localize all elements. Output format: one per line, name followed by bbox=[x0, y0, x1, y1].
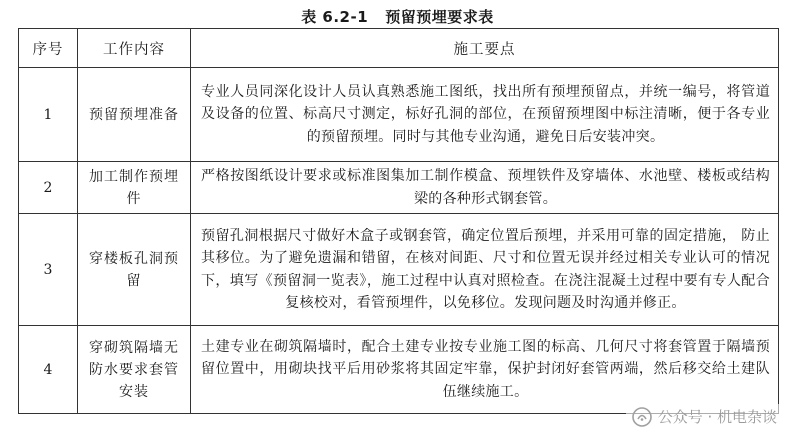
row-construction-points: 专业人员同深化设计人员认真熟悉施工图纸，找出所有预埋预留点，并统一编号，将管道及设备的位置、标高尺寸测定，标好孔洞的部位，在预留预埋图中标注清晰，便于各专业的预留预埋。同时与其他专业沟通，避免日后安装冲突。 bbox=[191, 68, 779, 162]
row-construction-points: 严格按图纸设计要求或标准图集加工制作模盒、预埋铁件及穿墙体、水池壁、楼板或结构梁的各种形式钢套管。 bbox=[191, 162, 779, 214]
header-serial-number: 序号 bbox=[19, 29, 78, 68]
construction-requirements-table bbox=[18, 28, 779, 414]
row-number: 2 bbox=[19, 162, 78, 214]
watermark bbox=[626, 404, 783, 429]
header-work-content: 工作内容 bbox=[78, 29, 191, 68]
header-construction-points: 施工要点 bbox=[191, 29, 779, 68]
row-work-content: 加工制作预埋件 bbox=[78, 162, 191, 214]
table-caption: 表 6.2-1 预留预埋要求表 bbox=[301, 8, 494, 26]
row-work-content: 预留预埋准备 bbox=[78, 68, 191, 162]
row-construction-points: 预留孔洞根据尺寸做好木盒子或钢套管，确定位置后预埋，并采用可靠的固定措施， 防止其移位。为了避免遗漏和错留，在核对间距、尺寸和位置无误并经过相关专业认可的情况下，填写《预留洞一览表》，施工过程中认真对照检查。在浇注混凝土过程中要有专人配合复核校对，看管预埋件，以免移位。发现问题及时沟通并修正。 bbox=[191, 214, 779, 326]
row-work-content: 穿砌筑隔墙无防水要求套管安装 bbox=[78, 326, 191, 414]
table-row bbox=[19, 214, 779, 326]
table-row bbox=[19, 68, 779, 162]
wechat-official-account-icon bbox=[632, 407, 652, 427]
row-number: 1 bbox=[19, 68, 78, 162]
row-number: 3 bbox=[19, 214, 78, 326]
table-header-row bbox=[19, 29, 779, 68]
table-row bbox=[19, 162, 779, 214]
row-work-content: 穿楼板孔洞预留 bbox=[78, 214, 191, 326]
table-row bbox=[19, 326, 779, 414]
watermark-text: 公众号 · 机电杂谈 bbox=[657, 408, 777, 426]
row-number: 4 bbox=[19, 326, 78, 414]
row-construction-points: 土建专业在砌筑隔墙时，配合土建专业按专业施工图的标高、几何尺寸将套管置于隔墙预留位置中，用砌块找平后用砂浆将其固定牢靠，保护封闭好套管两端，然后移交给土建队伍继续施工。 bbox=[191, 326, 779, 414]
